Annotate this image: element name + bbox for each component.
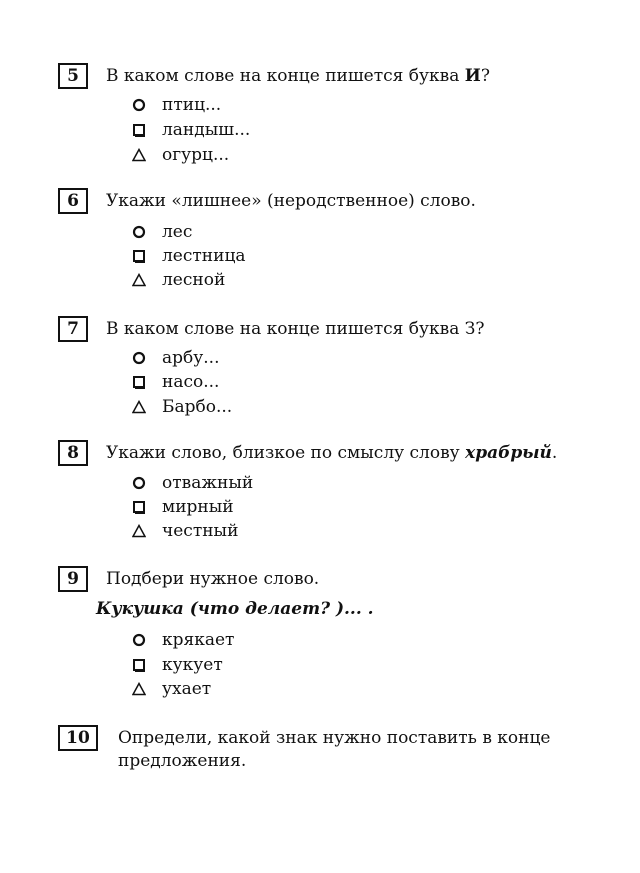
square-icon xyxy=(132,500,146,514)
square-icon xyxy=(132,123,146,137)
question-text: В каком слове на конце пишется буква З? xyxy=(106,319,485,339)
option-label: арбу... xyxy=(162,348,220,368)
question-text xyxy=(106,66,490,86)
question-text-part: ? xyxy=(480,66,490,86)
question-text xyxy=(106,443,557,463)
option-label: кукует xyxy=(162,655,223,675)
question-number: 6 xyxy=(58,188,88,214)
triangle-icon xyxy=(132,273,146,287)
answer-option[interactable] xyxy=(132,396,232,418)
square-icon xyxy=(132,375,146,389)
circle-icon xyxy=(132,98,146,112)
question-text-bold: И xyxy=(464,66,481,86)
option-label: лестница xyxy=(162,246,246,266)
question-text-line: предложения. xyxy=(118,751,247,771)
answer-option[interactable] xyxy=(132,347,219,369)
circle-icon xyxy=(132,225,146,239)
option-label: лесной xyxy=(162,270,226,290)
square-icon xyxy=(132,658,146,672)
question-number: 7 xyxy=(58,316,88,342)
answer-option[interactable] xyxy=(132,678,211,700)
question-text: Укажи «лишнее» (неродственное) слово. xyxy=(106,191,476,211)
option-label: честный xyxy=(162,521,239,541)
answer-option[interactable] xyxy=(132,629,234,651)
triangle-icon xyxy=(132,524,146,538)
option-label: крякает xyxy=(162,630,235,650)
answer-option[interactable] xyxy=(132,520,238,542)
option-label: насо... xyxy=(162,372,220,392)
answer-option[interactable] xyxy=(132,496,234,518)
question-text-part: В каком слове на конце пишется буква xyxy=(106,66,465,86)
answer-option[interactable] xyxy=(132,472,253,494)
question-number: 10 xyxy=(58,725,98,751)
option-label: ландыш... xyxy=(162,120,251,140)
circle-icon xyxy=(132,476,146,490)
question-number: 8 xyxy=(58,440,88,466)
option-label: мирный xyxy=(162,497,234,517)
square-icon xyxy=(132,249,146,263)
answer-option[interactable] xyxy=(132,371,219,393)
answer-option[interactable] xyxy=(132,94,221,116)
triangle-icon xyxy=(132,682,146,696)
option-label: Барбо... xyxy=(162,397,233,417)
question-number: 5 xyxy=(58,63,88,89)
option-label: лес xyxy=(162,222,193,242)
answer-option[interactable] xyxy=(132,269,225,291)
answer-option[interactable] xyxy=(132,144,229,166)
option-label: огурц... xyxy=(162,145,230,165)
option-label: птиц... xyxy=(162,95,222,115)
answer-option[interactable] xyxy=(132,654,223,676)
answer-option[interactable] xyxy=(132,245,246,267)
question-prompt: Кукушка (что делает? )... . xyxy=(96,599,374,619)
question-number: 9 xyxy=(58,566,88,592)
triangle-icon xyxy=(132,148,146,162)
question-text-part: . xyxy=(551,443,558,463)
option-label: отважный xyxy=(162,473,254,493)
question-text-line: Определи, какой знак нужно поставить в конце xyxy=(118,728,551,748)
question-text-bold-italic: храбрый xyxy=(465,443,552,463)
option-label: ухает xyxy=(162,679,212,699)
answer-option[interactable] xyxy=(132,221,192,243)
triangle-icon xyxy=(132,400,146,414)
circle-icon xyxy=(132,351,146,365)
answer-option[interactable] xyxy=(132,119,250,141)
circle-icon xyxy=(132,633,146,647)
question-text-part: Укажи слово, близкое по смыслу слову xyxy=(106,443,466,463)
question-text: Подбери нужное слово. xyxy=(106,569,320,589)
